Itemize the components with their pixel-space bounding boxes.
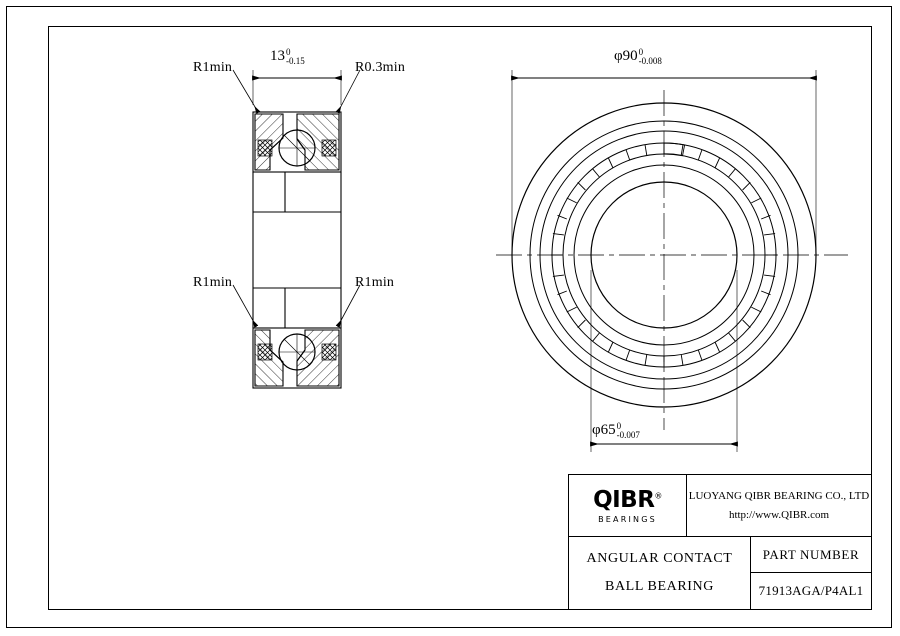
part-number-cell [751,537,871,609]
dimension-width [270,47,305,66]
dimension-width-value: 13 [270,47,285,64]
company-website[interactable]: http://www.QIBR.com [728,508,830,521]
label-r1min-top-left: R1min [193,60,233,75]
company-info [687,475,871,536]
dimension-width-tolerance [286,48,305,67]
logo-subtitle: BEARINGS [598,515,657,524]
dimension-outer-diameter [614,47,662,66]
dimension-od-value: φ90 [614,47,638,64]
product-description [569,537,751,609]
company-logo [569,475,687,536]
dimension-od-tol-upper: 0 [638,47,644,57]
company-name: LUOYANG QIBR BEARING CO., LTD [688,489,870,502]
dimension-width-tol-lower: -0.15 [286,56,305,67]
dimension-bore-diameter [592,421,640,440]
label-r1min-bottom-left: R1min [193,275,233,290]
title-block-detail-row [569,537,871,609]
product-description-line2: BALL BEARING [605,579,714,594]
dimension-od-tolerance [639,48,662,67]
part-number-value: 71913AGA/P4AL1 [758,582,864,598]
dimension-bore-tolerance [617,422,640,441]
label-r1min-bottom-right: R1min [355,275,395,290]
registered-trademark-icon: ® [654,491,662,501]
logo-word: QIBR [593,487,655,513]
dimension-od-tol-lower: -0.008 [638,56,662,67]
dimension-bore-tol-lower: -0.007 [616,430,640,441]
title-block-header-row [569,475,871,537]
dimension-bore-tol-upper: 0 [616,421,622,431]
part-number-label: PART NUMBER [751,537,871,573]
title-block [568,474,872,610]
product-description-line1: ANGULAR CONTACT [586,551,733,566]
logo-text [593,489,662,512]
dimension-bore-value: φ65 [592,421,616,438]
label-r03min-top-right: R0.3min [355,60,406,75]
dimension-width-tol-upper: 0 [286,47,291,57]
